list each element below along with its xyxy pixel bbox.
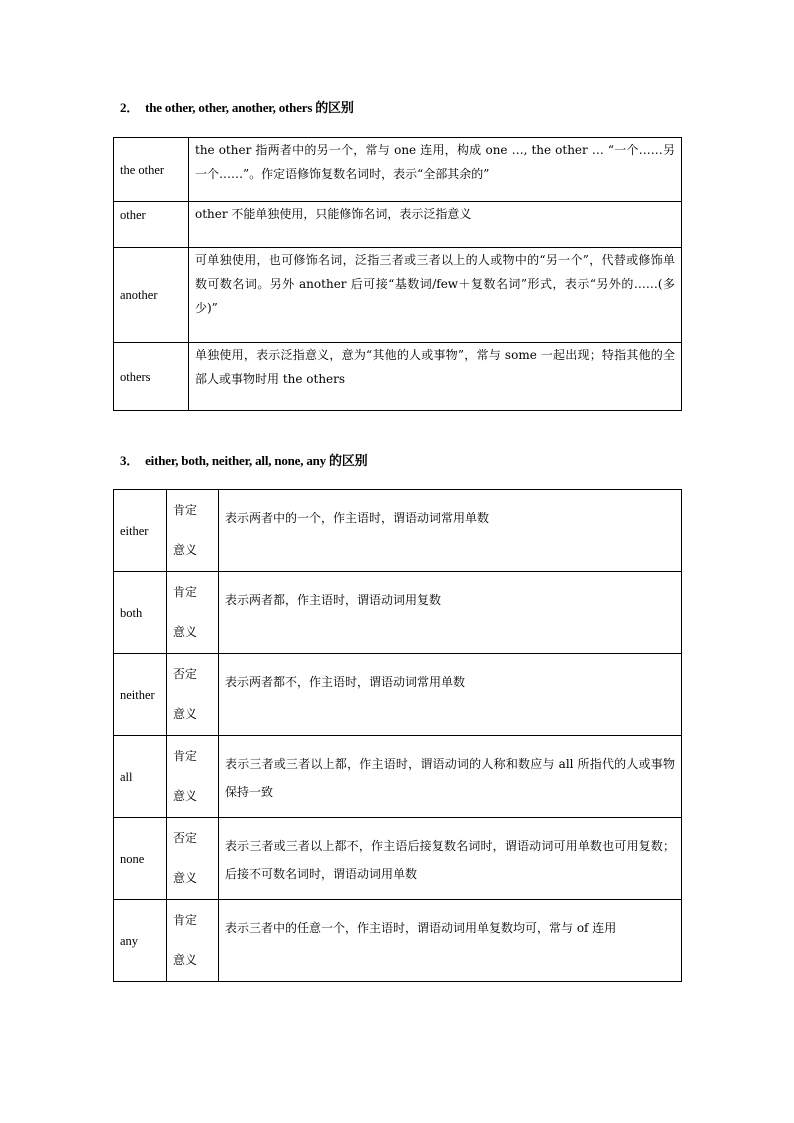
sense-cell — [167, 490, 219, 572]
term-cell: both — [114, 572, 167, 654]
table-row — [114, 138, 682, 202]
sense-cell — [167, 900, 219, 982]
table-row — [114, 343, 682, 411]
table-row — [114, 572, 682, 654]
section-2-number: 2． — [120, 100, 140, 115]
term-cell: the other — [114, 138, 189, 202]
section-3-number: 3． — [120, 453, 140, 468]
sense-cell — [167, 736, 219, 818]
description-cell: 表示两者都，作主语时，谓语动词用复数 — [219, 572, 682, 654]
table-row — [114, 900, 682, 982]
table-row — [114, 202, 682, 248]
description-cell: 表示三者或三者以上都不，作主语后接复数名词时，谓语动词可用单数也可用复数；后接不可数名词时，谓语动词用单数 — [219, 818, 682, 900]
term-cell: others — [114, 343, 189, 411]
description-cell: 表示三者或三者以上都，作主语时，谓语动词的人称和数应与 all 所指代的人或事物保持一致 — [219, 736, 682, 818]
description-cell: the other 指两者中的另一个，常与 one 连用，构成 one …, the other … “一个……另一个……”。作定语修饰复数名词时，表示“全部其余的” — [189, 138, 682, 202]
sense-line-1: 肯定 — [173, 913, 198, 927]
term-cell: neither — [114, 654, 167, 736]
description-cell: 可单独使用，也可修饰名词，泛指三者或三者以上的人或物中的“另一个”，代替或修饰单数可数名词。另外 another 后可接“基数词/few＋复数名词”形式，表示“另外的……(多少)” — [189, 248, 682, 343]
sense-line-2: 意义 — [173, 871, 198, 885]
term-cell: other — [114, 202, 189, 248]
section-3-title: either, both, neither, all, none, any 的区别 — [145, 453, 368, 468]
sense-cell — [167, 654, 219, 736]
table-row — [114, 818, 682, 900]
table-row — [114, 654, 682, 736]
description-cell: 表示两者都不，作主语时，谓语动词常用单数 — [219, 654, 682, 736]
term-cell: all — [114, 736, 167, 818]
table-row — [114, 736, 682, 818]
description-cell: other 不能单独使用，只能修饰名词，表示泛指意义 — [189, 202, 682, 248]
term-cell: another — [114, 248, 189, 343]
table-row — [114, 490, 682, 572]
sense-line-1: 肯定 — [173, 585, 198, 599]
sense-cell — [167, 818, 219, 900]
section-2-title: the other, other, another, others 的区别 — [145, 100, 354, 115]
table-row — [114, 248, 682, 343]
pronoun-comparison-table — [113, 489, 682, 982]
sense-line-2: 意义 — [173, 789, 198, 803]
sense-line-1: 肯定 — [173, 749, 198, 763]
sense-line-2: 意义 — [173, 953, 198, 967]
sense-line-1: 否定 — [173, 831, 198, 845]
sense-cell — [167, 572, 219, 654]
sense-line-2: 意义 — [173, 543, 198, 557]
description-cell: 表示两者中的一个，作主语时，谓语动词常用单数 — [219, 490, 682, 572]
sense-line-2: 意义 — [173, 625, 198, 639]
description-cell: 单独使用，表示泛指意义，意为“其他的人或事物”，常与 some 一起出现；特指其他的全部人或事物时用 the others — [189, 343, 682, 411]
sense-line-2: 意义 — [173, 707, 198, 721]
term-cell: any — [114, 900, 167, 982]
section-2-heading — [120, 97, 354, 116]
section-3-heading — [120, 450, 367, 469]
term-cell: none — [114, 818, 167, 900]
sense-line-1: 否定 — [173, 667, 198, 681]
term-cell: either — [114, 490, 167, 572]
other-comparison-table — [113, 137, 682, 411]
sense-line-1: 肯定 — [173, 503, 198, 517]
description-cell: 表示三者中的任意一个，作主语时，谓语动词用单复数均可，常与 of 连用 — [219, 900, 682, 982]
